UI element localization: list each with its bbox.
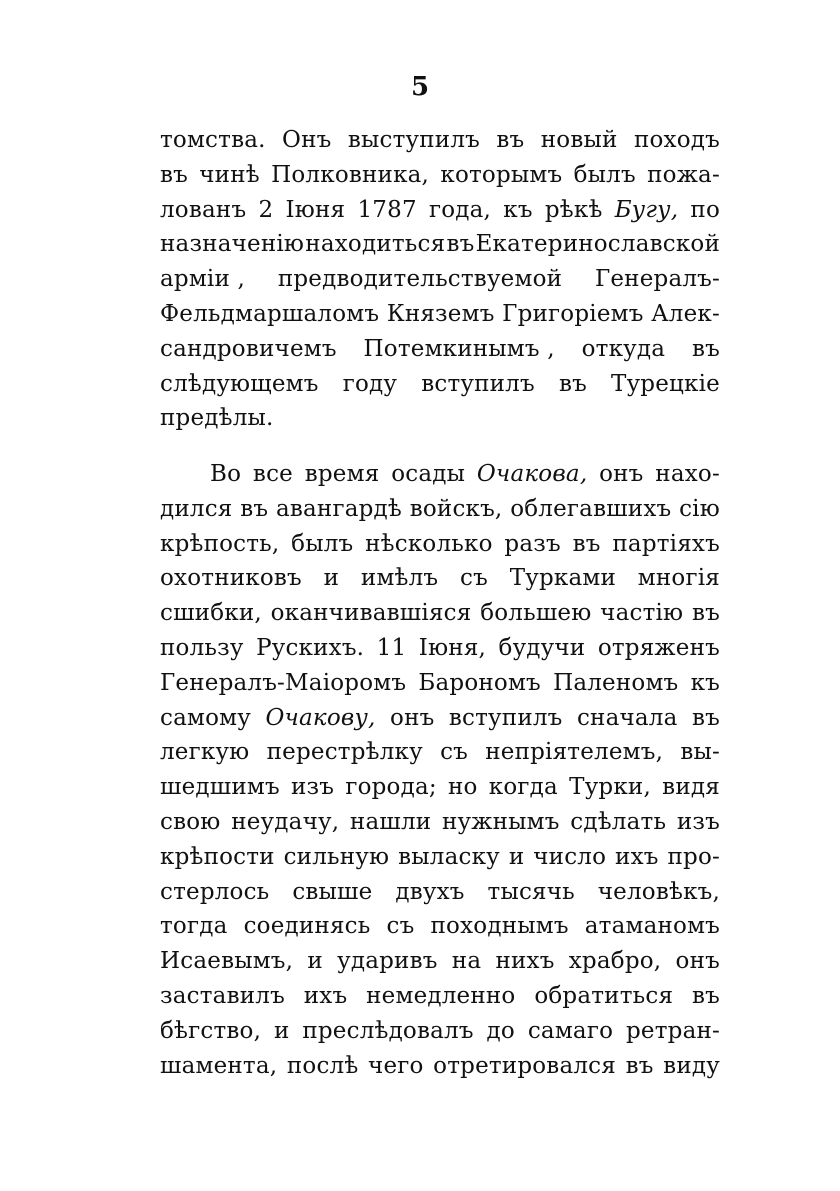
word: онъ (390, 704, 435, 731)
word: Очакову, (265, 704, 376, 731)
word: съ (460, 565, 488, 592)
word: и (307, 948, 323, 975)
word: человѣкъ, (597, 878, 720, 905)
word: тогда (160, 913, 228, 940)
word: и (323, 565, 340, 592)
word: нашли (349, 808, 432, 835)
word: до (486, 1017, 515, 1044)
word: тысячь (487, 878, 575, 905)
text-line (160, 631, 720, 666)
word: число (533, 843, 607, 870)
word: на (451, 948, 482, 975)
word: въ (558, 370, 587, 397)
word: вступилъ (448, 704, 563, 731)
text-line (160, 297, 720, 332)
word: Турецкіе (611, 370, 720, 397)
text-line (160, 193, 720, 228)
text-line (160, 701, 720, 736)
word: Во (210, 461, 242, 487)
word: партіяхъ (612, 530, 720, 557)
word: Іюня (285, 196, 346, 223)
text-line (160, 332, 720, 367)
word: изъ (291, 774, 335, 801)
word: ударивъ (337, 948, 438, 975)
word: въ (625, 1052, 654, 1079)
text-line (160, 596, 720, 631)
word: бѣгство, (160, 1017, 262, 1044)
word: Алек- (651, 300, 720, 327)
word: двухъ (395, 878, 465, 905)
word: храбро, (568, 948, 662, 975)
word: Іюня, (418, 634, 487, 661)
word: 11 (376, 634, 407, 661)
word: свыше (292, 878, 373, 905)
word: нѣсколько (365, 530, 493, 557)
word: предѣлы. (160, 405, 274, 432)
word: выступилъ (347, 127, 480, 153)
word: которымъ (440, 161, 563, 188)
word: Барономъ (418, 669, 541, 696)
word: рѣкѣ (544, 196, 603, 223)
page-number: 5 (410, 72, 430, 102)
word: въ (160, 161, 188, 188)
word: свою (160, 808, 221, 835)
word: въ (692, 982, 720, 1009)
text-line (160, 1014, 720, 1049)
text-line (160, 840, 720, 875)
word: изъ (676, 808, 720, 835)
word: Екатеринославской (475, 231, 720, 258)
word: Турки, (569, 774, 651, 801)
word: въ (692, 600, 720, 627)
word: Турками (509, 565, 617, 592)
word: перестрѣлку (266, 739, 423, 766)
word: сандровичемъ (160, 335, 337, 362)
word: сію (679, 495, 720, 522)
word: время (304, 461, 380, 487)
word: про- (667, 843, 720, 870)
word: нихъ (495, 948, 555, 975)
word: 1787 (357, 196, 417, 223)
word: отретировался (433, 1052, 616, 1079)
text-line (160, 944, 720, 979)
word: по (690, 196, 720, 223)
text-line (160, 561, 720, 596)
word: войскъ, (409, 495, 503, 522)
word: когда (488, 774, 558, 801)
word: охотниковъ (160, 565, 302, 592)
word: но (448, 774, 478, 801)
text-line (160, 909, 720, 944)
word: заставилъ (160, 982, 285, 1009)
word: города; (345, 774, 437, 801)
word: сильную (283, 843, 390, 870)
word: разъ (504, 530, 561, 557)
word: нужнымъ (442, 808, 560, 835)
text-line (160, 401, 720, 436)
word: походъ (633, 127, 720, 153)
word: и (273, 1017, 290, 1044)
word: и (508, 843, 525, 870)
word: самаго (527, 1017, 614, 1044)
word: предводительствуемой (277, 266, 563, 293)
word: чего (368, 1052, 424, 1079)
text-line (160, 457, 720, 492)
word: облегавшихъ (510, 495, 672, 522)
word: арміи , (160, 266, 246, 293)
text-line (160, 735, 720, 770)
word: пожа- (647, 161, 720, 188)
word: виду (663, 1052, 720, 1079)
word: дился (160, 495, 233, 522)
text-line (160, 492, 720, 527)
word: вы- (680, 739, 720, 766)
word: ихъ (303, 982, 348, 1009)
word: откуда (581, 335, 666, 362)
word: видя (662, 774, 720, 801)
word: новый (540, 127, 618, 153)
word: отряженъ (597, 634, 720, 661)
word: Исаевымъ, (160, 948, 294, 975)
word: немедленно (366, 982, 516, 1009)
text-line (160, 123, 720, 158)
paragraph-2 (160, 457, 720, 1083)
word: Генералъ- (594, 266, 720, 293)
word: Полковника, (271, 161, 430, 188)
word: слѣдующемъ (160, 370, 319, 397)
word: нахо- (655, 461, 720, 487)
word: Рускихъ. (256, 634, 365, 661)
word: съ (440, 739, 468, 766)
word: авангардѣ (275, 495, 402, 522)
word: имѣлъ (360, 565, 439, 592)
word: самому (160, 704, 251, 731)
word: Фельдмаршаломъ (160, 300, 380, 327)
text-line (160, 262, 720, 297)
word: легкую (160, 739, 250, 766)
word: въ (692, 704, 720, 731)
word: крѣпость, (160, 530, 280, 557)
word: большею (480, 600, 592, 627)
text-line (160, 770, 720, 805)
word: томства. (160, 127, 266, 153)
word: къ (503, 196, 533, 223)
word: Паленомъ (553, 669, 679, 696)
word: ретран- (625, 1017, 720, 1044)
word: Онъ (282, 127, 332, 153)
word: обратиться (534, 982, 674, 1009)
word: непріятелемъ, (485, 739, 664, 766)
paragraph-1 (160, 123, 720, 436)
word: года, (428, 196, 492, 223)
word: сшибки, (160, 600, 262, 627)
word: вступилъ (421, 370, 535, 397)
word: многія (637, 565, 720, 592)
word: чинѣ (199, 161, 260, 188)
word: атаманомъ (584, 913, 720, 940)
word: былъ (291, 530, 354, 557)
text-line (160, 158, 720, 193)
word: въ (496, 127, 525, 153)
text-line (160, 527, 720, 562)
word: преслѣдовалъ (302, 1017, 474, 1044)
text-line (160, 666, 720, 701)
word: сначала (576, 704, 678, 731)
text-line (160, 979, 720, 1014)
word: въ (572, 530, 601, 557)
text-line (160, 1049, 720, 1084)
word: въ (692, 335, 720, 362)
word: послѣ (286, 1052, 359, 1079)
word: въ (240, 495, 269, 522)
text-line (160, 367, 720, 402)
word: Бугу, (614, 196, 679, 223)
word: будучи (498, 634, 586, 661)
word: лованъ (160, 196, 247, 223)
text-line (160, 805, 720, 840)
word: крѣпости (160, 843, 275, 870)
word: частію (600, 600, 684, 627)
word: все (252, 461, 293, 487)
word: назначенію (160, 231, 305, 258)
text-line (160, 875, 720, 910)
word: онъ (675, 948, 720, 975)
word: шамента, (160, 1052, 278, 1079)
word: Потемкинымъ , (363, 335, 555, 362)
word: въ (446, 231, 475, 258)
word: Генералъ-Маіоромъ (160, 669, 407, 696)
word: былъ (573, 161, 636, 188)
word: шедшимъ (160, 774, 280, 801)
word: пользу (160, 634, 244, 661)
word: соединясь (243, 913, 371, 940)
word: году (342, 370, 398, 397)
word: къ (690, 669, 720, 696)
word: Княземъ (386, 300, 495, 327)
word: походнымъ (430, 913, 569, 940)
word: сдѣлать (570, 808, 667, 835)
word: выласку (398, 843, 500, 870)
word: неудачу, (231, 808, 340, 835)
word: ихъ (615, 843, 659, 870)
text-line (160, 227, 720, 262)
word: оканчивавшіяся (270, 600, 472, 627)
word: Очакова, (476, 461, 588, 487)
word: стерлось (160, 878, 270, 905)
word: 2 (258, 196, 274, 223)
word: находиться (305, 231, 446, 258)
word: онъ (599, 461, 644, 487)
word: съ (386, 913, 415, 940)
word: осады (391, 461, 466, 487)
word: Григоріемъ (502, 300, 644, 327)
